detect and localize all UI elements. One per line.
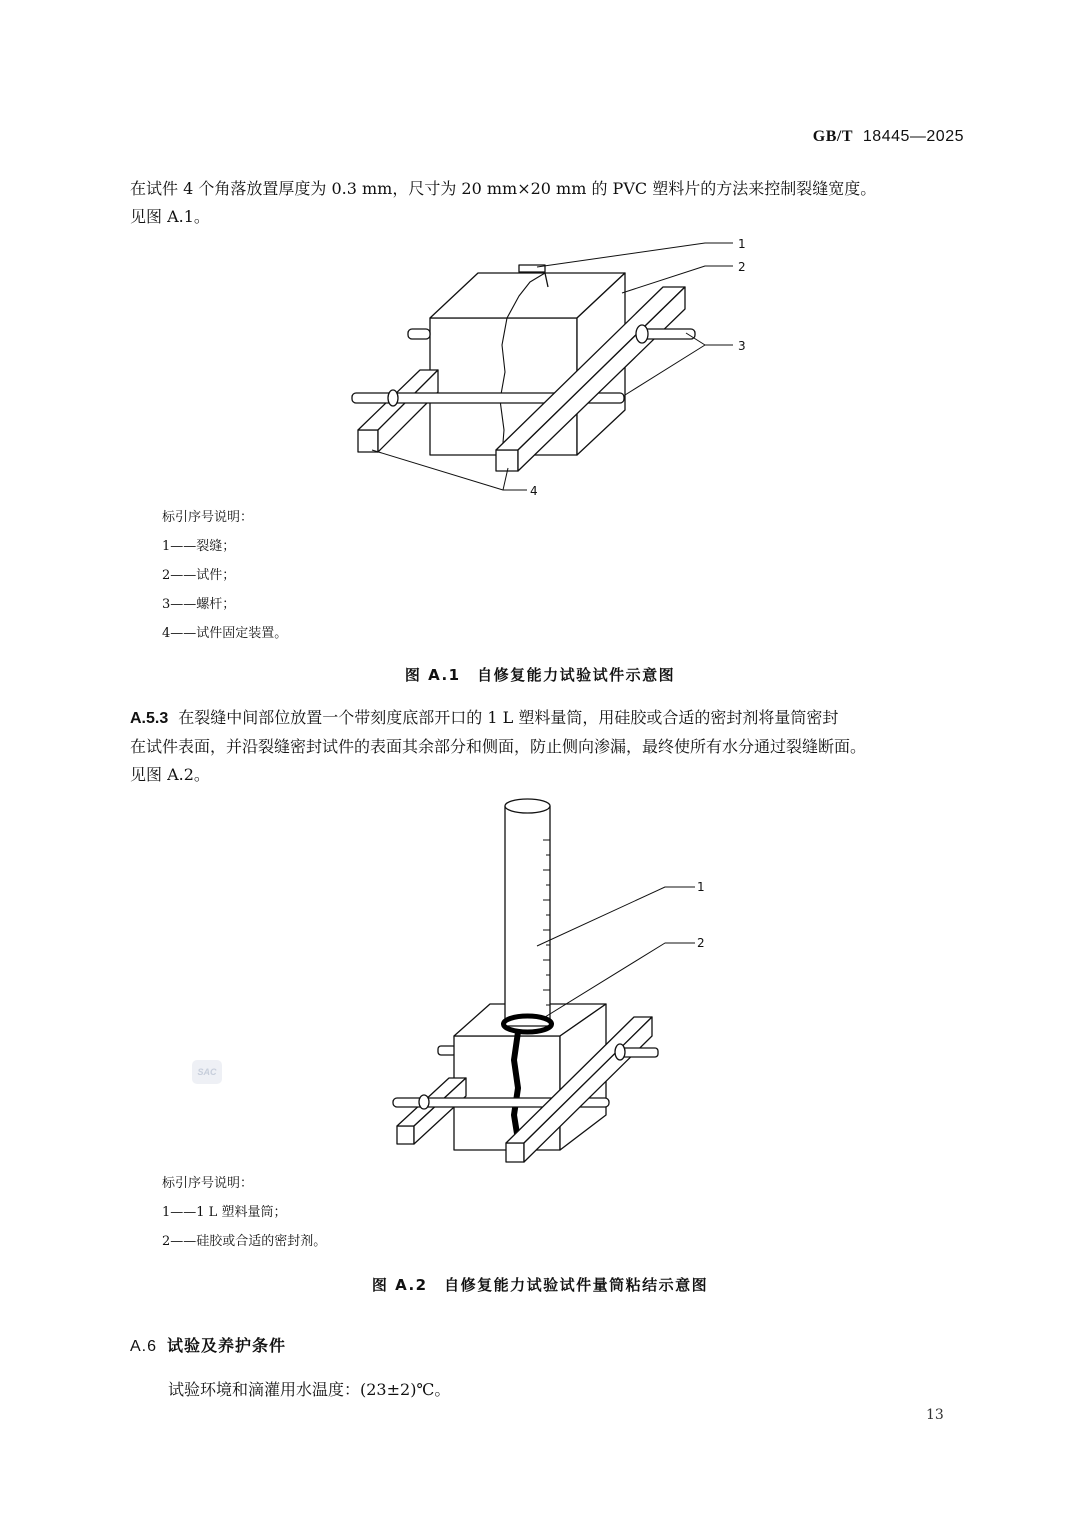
figure-a1-legend bbox=[162, 503, 287, 648]
legend-item: 2——试件； bbox=[162, 568, 236, 583]
clause-line-3: 见图 A.2。 bbox=[130, 765, 210, 784]
clause-line-2: 在试件表面，并沿裂缝密封试件的表面其余部分和侧面，防止侧向渗漏，最终使所有水分通过裂缝断面。 bbox=[130, 737, 867, 756]
standard-prefix: GB/T bbox=[812, 128, 854, 145]
a2-callout-2: 2 bbox=[697, 936, 705, 950]
a1-callout-3: 3 bbox=[738, 339, 746, 353]
figure-a2-diagram bbox=[385, 790, 715, 1165]
intro-line-1: 在试件 4 个角落放置厚度为 0.3 mm，尺寸为 20 mm×20 mm 的 PVC 塑料片的方法来控制裂缝宽度。 bbox=[130, 179, 877, 198]
sac-watermark-logo: SAC bbox=[192, 1060, 222, 1084]
standard-number: 18445—2025 bbox=[862, 128, 964, 145]
figure-a2-legend bbox=[162, 1169, 326, 1256]
a1-callout-2: 2 bbox=[738, 260, 746, 274]
section-number: A.6 bbox=[130, 1338, 158, 1355]
clause-line-1: 在裂缝中间部位放置一个带刻度底部开口的 1 L 塑料量筒，用硅胶或合适的密封剂将量筒密封 bbox=[178, 708, 839, 727]
legend-item: 4——试件固定装置。 bbox=[162, 626, 288, 641]
page-number: 13 bbox=[926, 1407, 944, 1423]
legend-item: 3——螺杆； bbox=[162, 597, 236, 612]
section-a6-heading bbox=[130, 1333, 286, 1356]
intro-line-2: 见图 A.1。 bbox=[130, 207, 210, 226]
section-a6-body: 试验环境和滴灌用水温度：(23±2)℃。 bbox=[168, 1380, 451, 1399]
a1-callout-4: 4 bbox=[530, 484, 538, 498]
section-title: 试验及养护条件 bbox=[167, 1336, 287, 1355]
figure-a1-diagram bbox=[340, 232, 760, 504]
legend-title: 标引序号说明： bbox=[162, 1176, 254, 1191]
legend-item: 2——硅胶或合适的密封剂。 bbox=[162, 1234, 327, 1249]
clause-number: A.5.3 bbox=[130, 710, 169, 727]
clause-a53 bbox=[130, 704, 968, 789]
legend-item: 1——1 L 塑料量筒； bbox=[162, 1205, 287, 1220]
figure-a1-caption: 图 A.1 自修复能力试验试件示意图 bbox=[404, 666, 676, 684]
standard-code bbox=[813, 128, 964, 146]
a2-callout-1: 1 bbox=[697, 880, 705, 894]
a1-callout-1: 1 bbox=[738, 237, 746, 251]
legend-item: 1——裂缝； bbox=[162, 539, 236, 554]
figure-a2-caption: 图 A.2 自修复能力试验试件量筒粘结示意图 bbox=[371, 1276, 709, 1294]
intro-paragraph bbox=[130, 175, 968, 231]
legend-title: 标引序号说明： bbox=[162, 510, 254, 525]
